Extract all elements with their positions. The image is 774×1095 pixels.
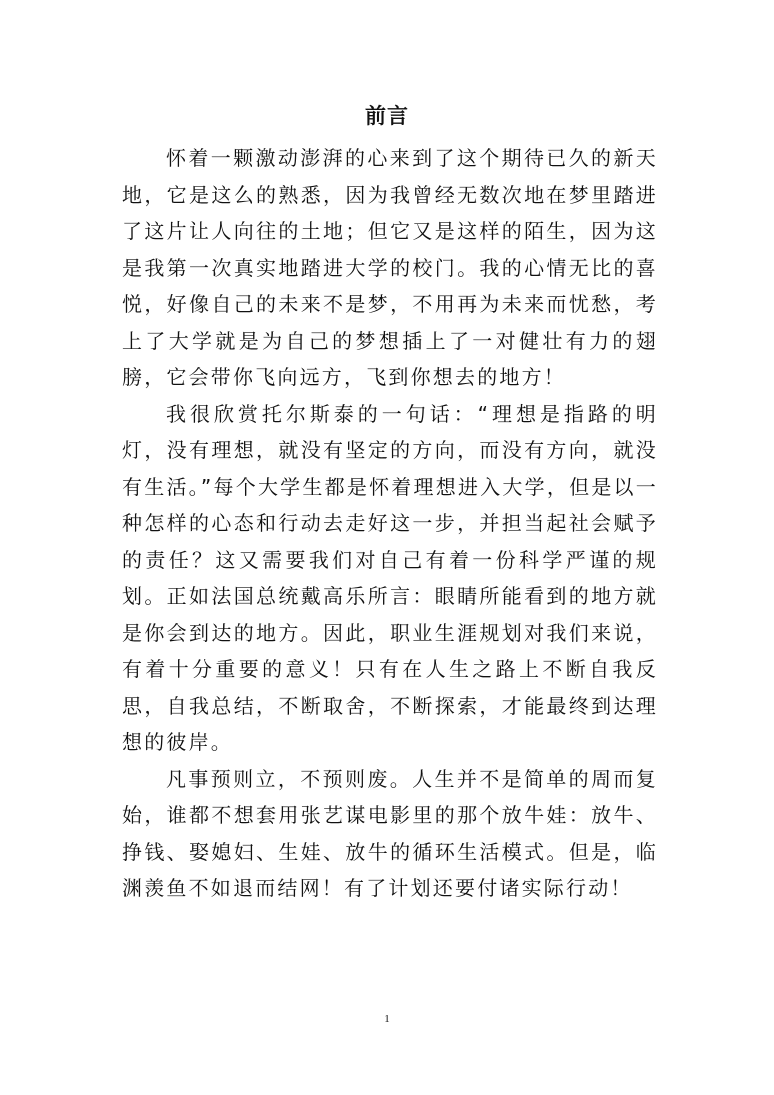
page-number: 1 [384, 1013, 390, 1025]
body-text [122, 140, 658, 907]
paragraph-1: 怀着一颗激动澎湃的心来到了这个期待已久的新天地，它是这么的熟悉，因为我曾经无数次地在梦里踏进了这片让人向往的土地；但它又是这样的陌生，因为这是我第一次真实地踏进大学的校门。我的心情无比的喜悦，好像自己的未来不是梦，不用再为未来而忧愁，考上了大学就是为自己的梦想插上了一对健壮有力的翅膀，它会带你飞向远方，飞到你想去的地方！ [122, 146, 658, 389]
paragraph-3: 凡事预则立，不预则废。人生并不是简单的周而复始，谁都不想套用张艺谋电影里的那个放牛娃：放牛、挣钱、娶媳妇、生娃、放牛的循环生活模式。但是，临渊羡鱼不如退而结网！有了计划还要付诸实际行动！ [122, 766, 658, 900]
page-title: 前言 [365, 104, 409, 128]
paragraph-2: 我很欣赏托尔斯泰的一句话：“理想是指路的明灯，没有理想，就没有坚定的方向，而没有方向，就没有生活。”每个大学生都是怀着理想进入大学，但是以一种怎样的心态和行动去走好这一步，并担当起社会赋予的责任？这又需要我们对自己有着一份科学严谨的规划。正如法国总统戴高乐所言：眼睛所能看到的地方就是你会到达的地方。因此，职业生涯规划对我们来说，有着十分重要的意义！只有在人生之路上不断自我反思，自我总结，不断取舍，不断探索，才能最终到达理想的彼岸。 [122, 401, 658, 754]
